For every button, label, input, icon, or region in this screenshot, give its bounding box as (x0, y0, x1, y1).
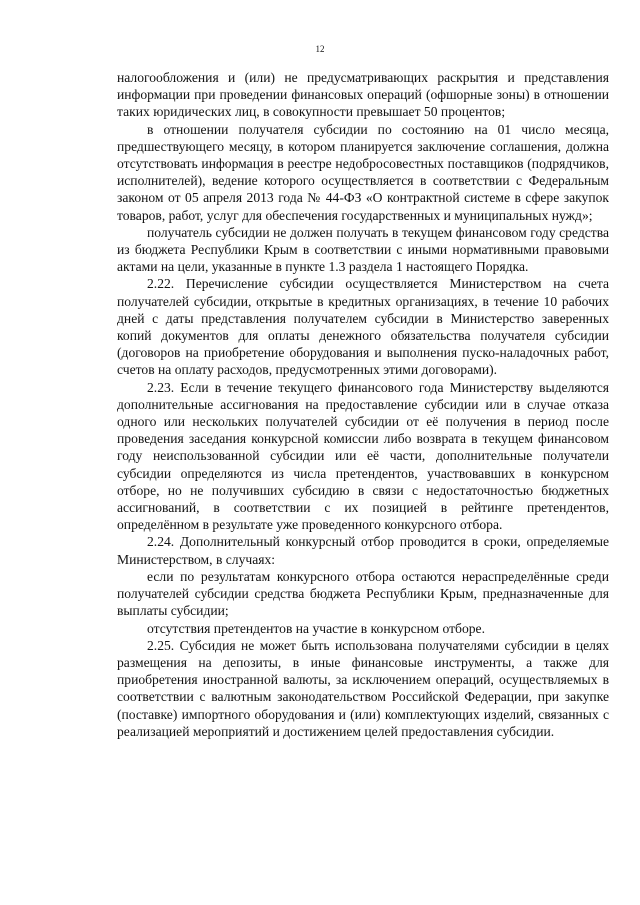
document-body (117, 69, 609, 740)
paragraph-2-23: 2.23. Если в течение текущего финансового года Министерству выделяются дополнительные ассигнования на предоставление субсидии или в случае отказа одного или нескольких получателей субсидии от её получения в период после проведения заседания конкурсной комиссии либо возврата в текущем финансовом году неиспользованной субсидии или её части, дополнительные получатели субсидии определяются из числа претендентов, участвовавших в конкурсном отборе, но не получивших субсидию в связи с недостаточностью бюджетных ассигнований, в соответствии с их позицией в рейтинге претендентов, определённом в результате уже проведенного конкурсного отбора. (117, 379, 609, 533)
paragraph-2-24-case-2: отсутствия претендентов на участие в конкурсном отборе. (147, 620, 485, 636)
page-number: 12 (315, 44, 325, 54)
paragraph-continuation: налогообложения и (или) не предусматривающих раскрытия и представления информации при проведении финансовых операций (офшорные зоны) в отношении таких юридических лиц, в совокупности превышает 50 процентов; (117, 70, 609, 120)
paragraph-2-24: 2.24. Дополнительный конкурсный отбор проводится в сроки, определяемые Министерством, в случаях: (117, 534, 609, 567)
paragraph-2-25: 2.25. Субсидия не может быть использована получателями субсидии в целях размещения на депозиты, в иные финансовые инструменты, а также для приобретения иностранной валюты, за исключением операций, осуществляемых в соответствии с валютным законодательством Российской Федерации, при закупке (поставке) импортного оборудования и (или) комплектующих изделий, связанных с реализацией мероприятий и достижением целей предоставления субсидии. (117, 637, 609, 739)
paragraph-2-24-case-1: если по результатам конкурсного отбора остаются нераспределённые среди получателей субсидии средства бюджета Республики Крым, предназначенные для выплаты субсидии; (117, 568, 609, 619)
paragraph-registry-requirement: в отношении получателя субсидии по состоянию на 01 число месяца, предшествующего месяцу, в котором планируется заключение соглашения, должна отсутствовать информация в реестре недобросовестных поставщиков (подрядчиков, исполнителей), ведение которого осуществляется в соответствии с Федеральным законом от 05 апреля 2013 года № 44-ФЗ «О контрактной системе в сфере закупок товаров, работ, услуг для обеспечения государственных и муниципальных нужд»; (117, 121, 609, 223)
paragraph-2-22: 2.22. Перечисление субсидии осуществляется Министерством на счета получателей субсидии, открытые в кредитных организациях, в течение 10 рабочих дней с даты представления получателем субсидии в Министерство заверенных копий документов для оплаты денежного обязательства получателя субсидии (договоров на приобретение оборудования и выполнения пуско-наладочных работ, счетов на оплату расходов, предусмотренных этими договорами). (117, 276, 609, 378)
paragraph-budget-requirement: получатель субсидии не должен получать в текущем финансовом году средства из бюджета Республики Крым в соответствии с иными нормативными правовыми актами на цели, указанные в пункте 1.3 раздела 1 настоящего Порядка. (117, 224, 609, 275)
